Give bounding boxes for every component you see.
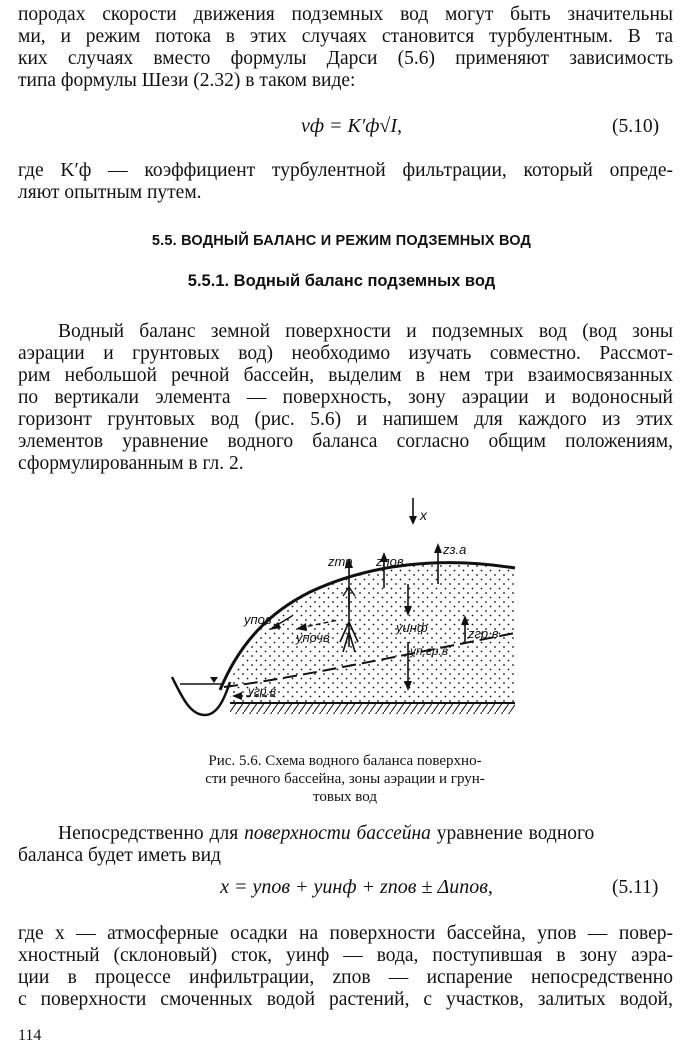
equation-5-10: vф = K′ф√I, [300, 115, 403, 137]
river-channel [172, 677, 230, 715]
label-y-grv: yгр.в [248, 684, 277, 698]
text-line: сформулированным в гл. 2. [18, 453, 244, 474]
text-line: где x — атмосферные осадки на поверхности бассейна, yпов — повер- [18, 923, 673, 944]
text-line: ких случаях вместо формулы Дарси (5.6) применяют зависимость [18, 48, 673, 69]
label-y-ngrv: yп.гр.в [410, 644, 449, 658]
text-line: рим небольшой речной бассейн, выделим в нем три взаимосвязанных [18, 365, 673, 386]
label-y-pochv: yпочв [296, 630, 330, 645]
text-line: баланса будет иметь вид [18, 845, 221, 866]
figure-caption-line: Рис. 5.6. Схема водного баланса поверхно- [208, 753, 482, 769]
text-line: ции в процессе инфильтрации, zпов — испарение непосредственно [18, 967, 673, 988]
figure-caption-line: товых вод [313, 789, 377, 805]
label-z-tr: zтр [328, 554, 353, 569]
text-line: Водный баланс земной поверхности и подземных вод (вод зоны [58, 321, 673, 342]
text-line: типа формулы Шези (2.32) в таком виде: [18, 70, 356, 91]
text-line: породах скорости движения подземных вод могут быть значительны [18, 4, 673, 25]
water-level-marker [210, 677, 218, 683]
text-line: где K′ф — коэффициент турбулентной фильтрации, который опреде- [18, 160, 673, 181]
label-x: x [420, 507, 427, 523]
text-line [58, 823, 673, 845]
section-heading: 5.5. ВОДНЫЙ БАЛАНС И РЕЖИМ ПОДЗЕМНЫХ ВОД [151, 233, 532, 249]
text-line: хностный (склоновый) сток, yинф — вода, поступившая в зону аэра- [18, 945, 673, 966]
text-line: горизонт грунтовых вод (рис. 5.6) и напишем для каждого из этих [18, 409, 673, 430]
bedrock-hatch [230, 704, 515, 714]
text-line: с поверхности смоченных водой растений, с участков, залитых водой, [18, 989, 673, 1010]
equation-number: (5.11) [612, 877, 659, 898]
text-line: элементов уравнение водного баланса согласно общим положениям, [18, 431, 673, 452]
text-line: ми, и режим потока в этих случаях становится турбулентным. В та [18, 26, 673, 47]
emphasized-text: поверхности бассейна [244, 823, 431, 844]
figure-caption-line: сти речного бассейна, зоны аэрации и грун- [205, 771, 485, 787]
label-z-pov: zпов [376, 554, 404, 569]
label-z-grv: zгр.в [468, 626, 499, 641]
aeration-evaporation-arrow [434, 543, 442, 553]
text-span: Непосредственно для [58, 823, 245, 844]
precipitation-arrow [409, 516, 417, 525]
water-balance-diagram [160, 492, 530, 742]
text-line: аэрации и грунтовых вод) необходимо изучать совместно. Рассмот- [18, 343, 673, 364]
subsection-heading: 5.5.1. Водный баланс подземных вод [187, 272, 496, 290]
label-z-za: zз.а [443, 542, 467, 557]
equation-number: (5.10) [612, 116, 660, 137]
equation-5-11: x = yпов + yинф + zпов ± Δuпов, [220, 876, 493, 898]
text-line: ляют опытным путем. [18, 182, 202, 203]
text-span: уравнение водного [430, 823, 595, 844]
label-y-inf: yинф [396, 620, 428, 635]
text-line: по вертикали элемента — поверхность, зону аэрации и водоносный [18, 387, 673, 408]
page-number: 114 [18, 1027, 42, 1044]
label-y-pov: yпов [244, 612, 272, 627]
